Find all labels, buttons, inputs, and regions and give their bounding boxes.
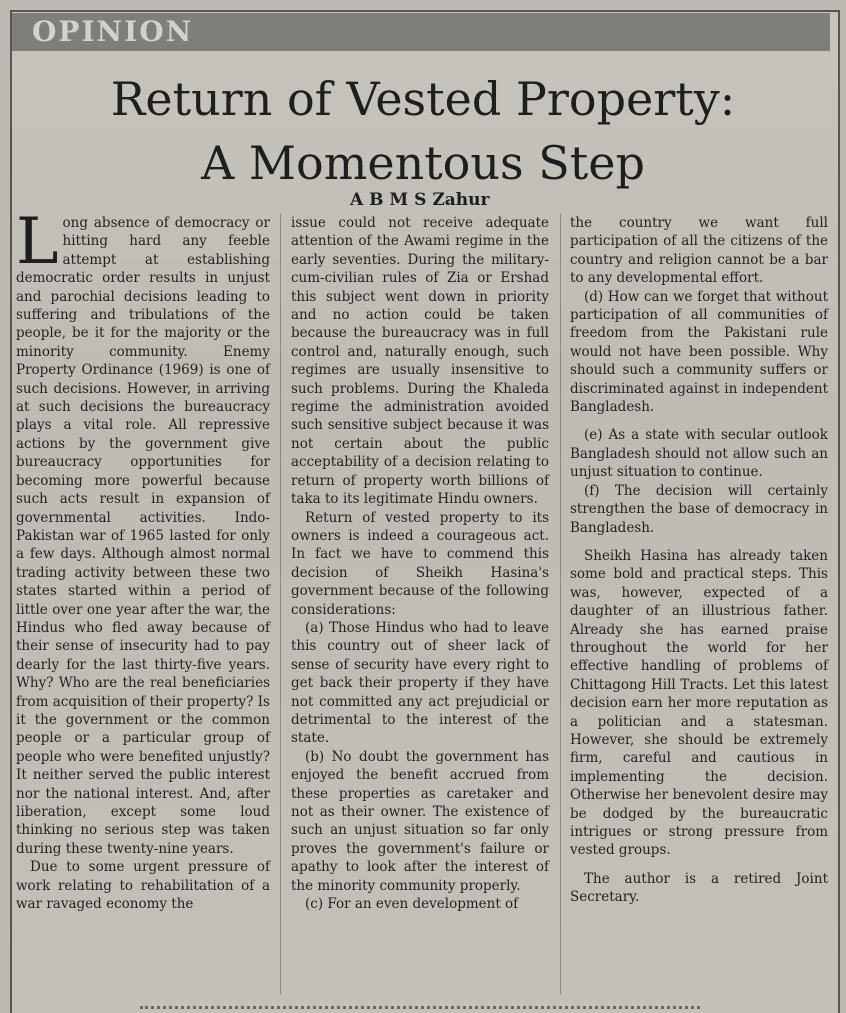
article-paragraph	[16, 205, 270, 858]
article-paragraph: the country we want full participation of all the citizens of the country and religion cannot be a bar to any developmental effort.	[570, 215, 828, 287]
article-paragraph: (b) No doubt the government has enjoyed the benefit accrued from these properties as caretaker and not as their owner. The existence of such an unjust situation so far only proves the government's failure or apathy to look after the interest of the minority community properly.	[291, 748, 549, 894]
article-paragraph: Return of vested property to its owners is indeed a courageous act. In fact we have to commend this decision of Sheikh Hasina's government because of the following considerations:	[291, 509, 549, 618]
drop-cap: L	[16, 205, 59, 279]
article-paragraph: Due to some urgent pressure of work relating to rehabilitation of a war ravaged economy the	[16, 859, 270, 913]
article-paragraph: (e) As a state with secular outlook Bangladesh should not allow such an unjust situation to continue.	[570, 427, 828, 481]
article-paragraph: (f) The decision will certainly strengthen the base of democracy in Bangladesh.	[570, 482, 828, 536]
headline-line-1: Return of Vested Property:	[110, 72, 736, 126]
section-banner	[12, 13, 830, 51]
column-divider	[560, 214, 561, 994]
byline: A B M S Zahur	[350, 190, 490, 210]
bottom-dotted-rule	[140, 1006, 700, 1009]
section-label: OPINION	[32, 15, 194, 48]
article-column-2	[291, 214, 549, 913]
article-column-1	[16, 205, 270, 913]
article-paragraph: (d) How can we forget that without participation of all communities of freedom from the Pakistani rule would not have been possible. Why should such a community suffers or discriminated against in independent Bangladesh.	[570, 288, 828, 416]
article-paragraph: (a) Those Hindus who had to leave this country out of sheer lack of sense of security have every right to get back their property if they have not committed any act prejudicial or detrimental to the interest of the state.	[291, 619, 549, 747]
paragraph-text: ong absence of democracy or hitting hard any feeble attempt at establishing democratic order results in unjust and parochial decisions leading to suffering and tribulations of the people, be it for the majority or the minority community. Enemy Property Ordinance (1969) is one of such decisions. However, in arriving at such decisions the bureaucracy plays a vital role. All repressive actions by the government give bureaucracy opportunities for becoming more powerful because such acts result in expansion of governmental activities. Indo-Pakistan war of 1965 lasted for only a few days. Although almost normal trading activity between these two states started within a period of little over one year after the war, the Hindus who fled away because of their sense of insecurity had to pay dearly for the last thirty-five years. Why? Who are the real beneficiaries from acquisition of their property? Is it the government or the common people or a particular group of people who were benefited unjustly? It neither served the public interest nor the national interest. And, after liberation, except some loud thinking no serious step was taken during these twenty-nine years.	[16, 215, 270, 857]
article-paragraph: issue could not receive adequate attention of the Awami regime in the early seventies. During the military-cum-civilian rules of Zia or Ershad this subject went down in priority and no action could be taken because the bureaucracy was in full control and, naturally enough, such regimes are usually insensitive to such problems. During the Khaleda regime the administration avoided such sensitive subject because it was not certain about the public acceptability of a decision relating to return of property worth billions of taka to its legitimate Hindu owners.	[291, 215, 549, 508]
article-paragraph: (c) For an even development of	[305, 896, 519, 913]
headline-line-2: A Momentous Step	[201, 136, 645, 190]
column-divider	[280, 214, 281, 994]
article-column-3	[570, 214, 828, 907]
author-note: The author is a retired Joint Secretary.	[570, 870, 828, 906]
article-paragraph: Sheikh Hasina has already taken some bold and practical steps. This was, however, expected of a daughter of an illustrious father. Already she has earned praise throughout the world for her effective handling of problems of Chittagong Hill Tracts. Let this latest decision earn her more reputation as a politician and a statesman. However, she should be extremely firm, careful and cautious in implementing the decision. Otherwise her benevolent desire may be dodged by the bureaucratic intrigues or strong pressure from vested groups.	[570, 547, 828, 859]
